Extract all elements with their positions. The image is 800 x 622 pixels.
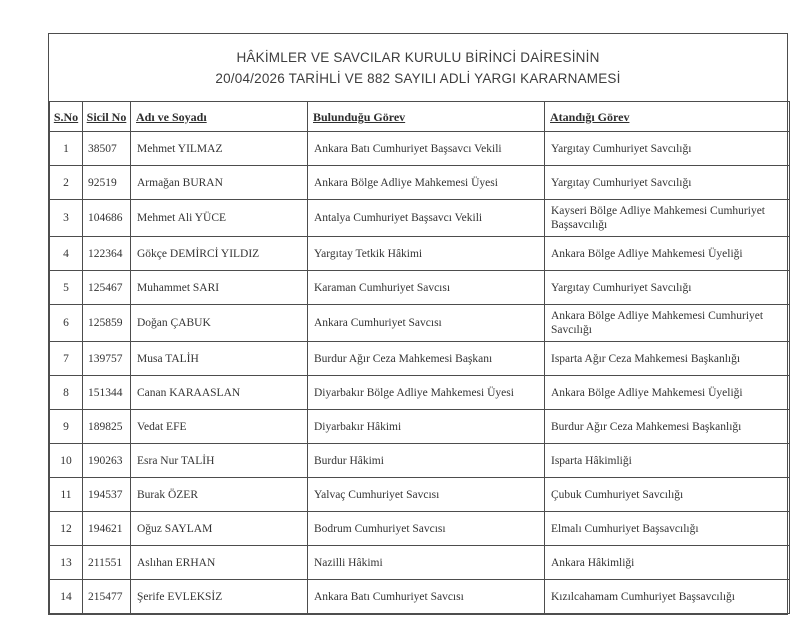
name-cell: Mehmet Ali YÜCE [131, 200, 308, 237]
assigned-post-cell: Ankara Bölge Adliye Mahkemesi Üyeliği [545, 376, 790, 410]
sicil-no-cell: 139757 [83, 342, 131, 376]
row-number-cell: 13 [50, 546, 83, 580]
column-header-sno: S.No [50, 102, 83, 132]
column-header-sicil: Sicil No [83, 102, 131, 132]
sicil-no-cell: 38507 [83, 132, 131, 166]
current-post-cell: Yargıtay Tetkik Hâkimi [308, 237, 545, 271]
row-number-cell: 3 [50, 200, 83, 237]
assigned-post-cell: Yargıtay Cumhuriyet Savcılığı [545, 271, 790, 305]
name-cell: Muhammet SARI [131, 271, 308, 305]
table-row [50, 271, 790, 305]
assigned-post-cell: Kızılcahamam Cumhuriyet Başsavcılığı [545, 580, 790, 614]
table-row [50, 132, 790, 166]
decree-title-line2: 20/04/2026 TARİHLİ VE 882 SAYILI ADLİ YARGI KARARNAMESİ [215, 71, 621, 86]
assigned-post-cell: Isparta Ağır Ceza Mahkemesi Başkanlığı [545, 342, 790, 376]
table-row [50, 200, 790, 237]
name-cell: Canan KARAASLAN [131, 376, 308, 410]
table-row [50, 237, 790, 271]
current-post-cell: Diyarbakır Bölge Adliye Mahkemesi Üyesi [308, 376, 545, 410]
sicil-no-cell: 151344 [83, 376, 131, 410]
row-number-cell: 2 [50, 166, 83, 200]
row-number-cell: 6 [50, 305, 83, 342]
sicil-no-cell: 215477 [83, 580, 131, 614]
name-cell: Esra Nur TALİH [131, 444, 308, 478]
assigned-post-cell: Yargıtay Cumhuriyet Savcılığı [545, 132, 790, 166]
current-post-cell: Bodrum Cumhuriyet Savcısı [308, 512, 545, 546]
table-row [50, 410, 790, 444]
table-row [50, 342, 790, 376]
current-post-cell: Diyarbakır Hâkimi [308, 410, 545, 444]
decree-title [49, 34, 787, 101]
name-cell: Aslıhan ERHAN [131, 546, 308, 580]
current-post-cell: Ankara Cumhuriyet Savcısı [308, 305, 545, 342]
sicil-no-cell: 211551 [83, 546, 131, 580]
sicil-no-cell: 125859 [83, 305, 131, 342]
name-cell: Musa TALİH [131, 342, 308, 376]
name-cell: Vedat EFE [131, 410, 308, 444]
assigned-post-cell: Kayseri Bölge Adliye Mahkemesi Cumhuriyet Başsavcılığı [545, 200, 790, 237]
decree-table [49, 101, 790, 614]
column-header-assigned-post: Atandığı Görev [545, 102, 790, 132]
current-post-cell: Ankara Bölge Adliye Mahkemesi Üyesi [308, 166, 545, 200]
row-number-cell: 7 [50, 342, 83, 376]
assigned-post-cell: Ankara Bölge Adliye Mahkemesi Üyeliği [545, 237, 790, 271]
current-post-cell: Burdur Hâkimi [308, 444, 545, 478]
assigned-post-cell: Yargıtay Cumhuriyet Savcılığı [545, 166, 790, 200]
name-cell: Armağan BURAN [131, 166, 308, 200]
row-number-cell: 11 [50, 478, 83, 512]
sicil-no-cell: 122364 [83, 237, 131, 271]
sicil-no-cell: 194621 [83, 512, 131, 546]
column-header-current-post: Bulunduğu Görev [308, 102, 545, 132]
decree-title-line1: HÂKİMLER VE SAVCILAR KURULU BİRİNCİ DAİRESİNİN [236, 50, 600, 65]
name-cell: Burak ÖZER [131, 478, 308, 512]
table-row [50, 305, 790, 342]
table-row [50, 376, 790, 410]
decree-document [48, 33, 788, 615]
current-post-cell: Burdur Ağır Ceza Mahkemesi Başkanı [308, 342, 545, 376]
column-header-name: Adı ve Soyadı [131, 102, 308, 132]
table-row [50, 580, 790, 614]
sicil-no-cell: 92519 [83, 166, 131, 200]
table-row [50, 478, 790, 512]
row-number-cell: 5 [50, 271, 83, 305]
table-row [50, 166, 790, 200]
sicil-no-cell: 194537 [83, 478, 131, 512]
current-post-cell: Karaman Cumhuriyet Savcısı [308, 271, 545, 305]
assigned-post-cell: Ankara Bölge Adliye Mahkemesi Cumhuriyet Savcılığı [545, 305, 790, 342]
name-cell: Oğuz SAYLAM [131, 512, 308, 546]
assigned-post-cell: Burdur Ağır Ceza Mahkemesi Başkanlığı [545, 410, 790, 444]
table-row [50, 512, 790, 546]
row-number-cell: 4 [50, 237, 83, 271]
current-post-cell: Antalya Cumhuriyet Başsavcı Vekili [308, 200, 545, 237]
table-row [50, 546, 790, 580]
row-number-cell: 1 [50, 132, 83, 166]
table-header-row [50, 102, 790, 132]
assigned-post-cell: Elmalı Cumhuriyet Başsavcılığı [545, 512, 790, 546]
sicil-no-cell: 104686 [83, 200, 131, 237]
assigned-post-cell: Isparta Hâkimliği [545, 444, 790, 478]
row-number-cell: 14 [50, 580, 83, 614]
name-cell: Mehmet YILMAZ [131, 132, 308, 166]
table-row [50, 444, 790, 478]
assigned-post-cell: Ankara Hâkimliği [545, 546, 790, 580]
current-post-cell: Ankara Batı Cumhuriyet Savcısı [308, 580, 545, 614]
sicil-no-cell: 125467 [83, 271, 131, 305]
name-cell: Şerife EVLEKSİZ [131, 580, 308, 614]
row-number-cell: 9 [50, 410, 83, 444]
sicil-no-cell: 190263 [83, 444, 131, 478]
sicil-no-cell: 189825 [83, 410, 131, 444]
decree-table-body [50, 132, 790, 614]
current-post-cell: Yalvaç Cumhuriyet Savcısı [308, 478, 545, 512]
name-cell: Doğan ÇABUK [131, 305, 308, 342]
assigned-post-cell: Çubuk Cumhuriyet Savcılığı [545, 478, 790, 512]
row-number-cell: 8 [50, 376, 83, 410]
current-post-cell: Ankara Batı Cumhuriyet Başsavcı Vekili [308, 132, 545, 166]
name-cell: Gökçe DEMİRCİ YILDIZ [131, 237, 308, 271]
row-number-cell: 12 [50, 512, 83, 546]
current-post-cell: Nazilli Hâkimi [308, 546, 545, 580]
row-number-cell: 10 [50, 444, 83, 478]
